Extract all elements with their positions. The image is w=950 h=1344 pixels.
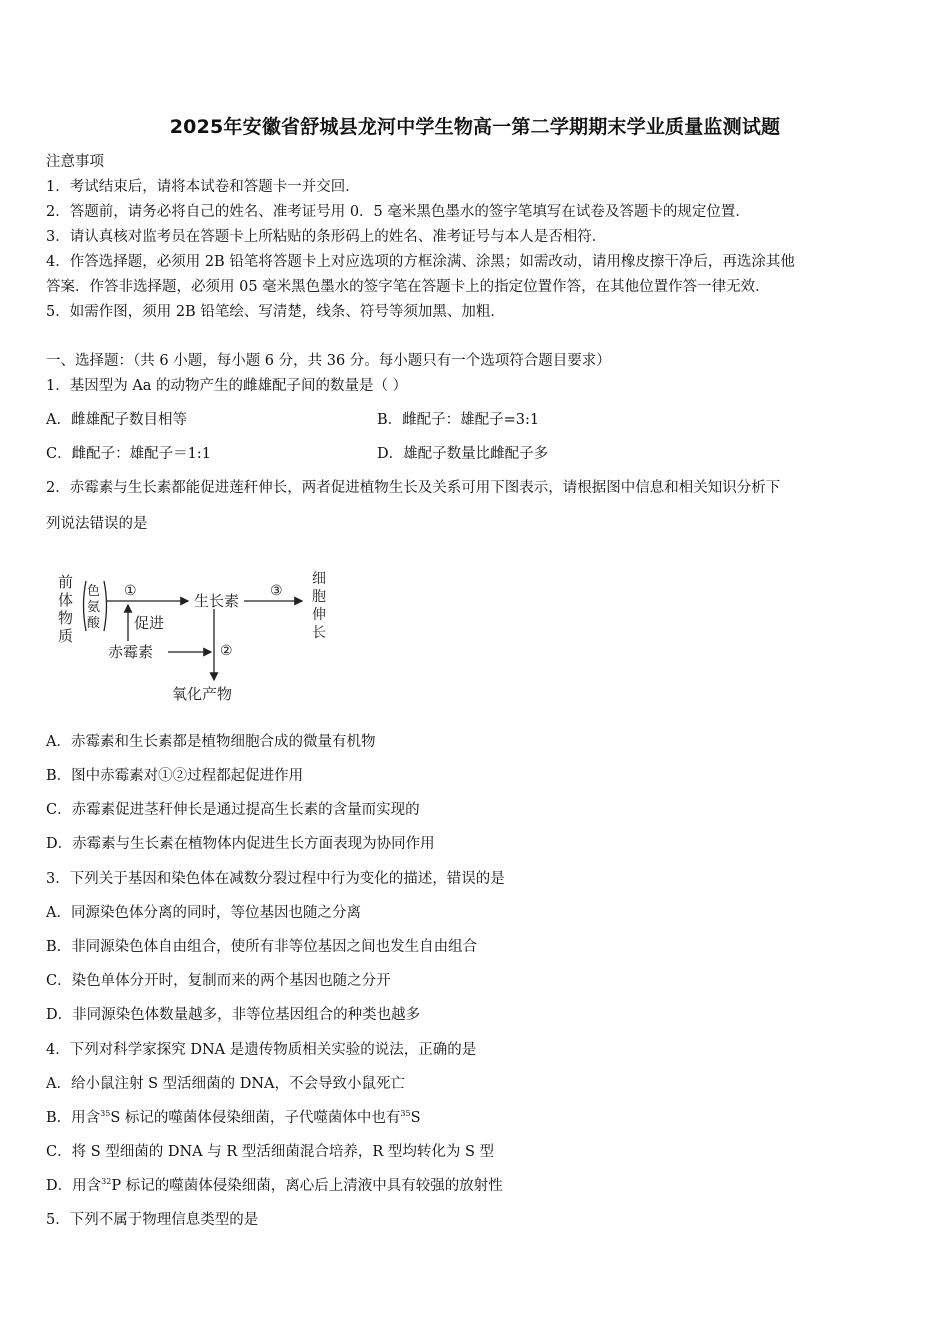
question-1-stem: 1．基因型为 Aa 的动物产生的雌雄配子间的数量是（ ） [46,378,408,394]
option-d-end: P 标记的噬菌体侵染细菌，离心后上清液中具有较强的放射性 [111,1178,503,1194]
diagram-precursor-char: 物 [58,609,74,627]
question-2-option-c: C．赤霉素促进茎秆伸长是通过提高生长素的含量而实现的 [46,802,420,818]
diagram-precursor-char: 体 [58,591,74,609]
question-4-option-b [46,1108,421,1128]
question-4-option-a: A．给小鼠注射 S 型活细菌的 DNA，不会导致小鼠死亡 [46,1076,406,1092]
option-d-prefix: D．用含 [46,1178,102,1194]
section-heading: 一、选择题：（共 6 小题，每小题 6 分，共 36 分。每小题只有一个选项符合题目要求） [46,353,611,369]
diagram-promote-label: 促进 [134,614,165,632]
question-2-stem: 2．赤霉素与生长素都能促进莲秆伸长，两者促进植物生长及关系可用下图表示，请根据图中信息和相关知识分析下 [46,480,781,496]
question-1-option-b: B．雌配子：雄配子=3:1 [377,412,540,428]
diagram-cell-elongation-char: 细 [312,571,326,587]
diagram-step-1: ① [124,583,137,599]
notice-item: 4．作答选择题，必须用 2B 铅笔将答题卡上对应选项的方框涂满、涂黑；如需改动，请用橡皮擦干净后，再选涂其他 [46,254,795,270]
isotope-superscript: 35 [400,1109,411,1119]
diagram-tryptophan-char: 酸 [87,616,101,631]
diagram-precursor-char: 质 [58,627,74,645]
diagram-tryptophan-char: 氨 [87,600,101,615]
question-5-stem: 5．下列不属于物理信息类型的是 [46,1212,259,1228]
diagram-step-3: ③ [270,583,283,599]
exam-title: 2025年安徽省舒城县龙河中学生物高一第二学期期末学业质量监测试题 [169,116,781,138]
question-3-stem: 3．下列关于基因和染色体在减数分裂过程中行为变化的描述，错误的是 [46,871,505,887]
diagram-tryptophan-char: 色 [87,584,101,599]
question-2-option-a: A．赤霉素和生长素都是植物细胞合成的微量有机物 [46,734,376,750]
question-4-option-d [46,1176,503,1196]
question-1-option-a: A．雌雄配子数目相等 [46,412,187,428]
diagram-cell-elongation-char: 伸 [312,607,326,623]
question-2-option-d: D．赤霉素与生长素在植物体内促进生长方面表现为协同作用 [46,836,435,852]
diagram-bracket-right [104,581,107,631]
option-b-middle: S 标记的噬菌体侵染细菌，子代噬菌体中也有 [110,1110,401,1126]
question-1-option-c: C．雌配子：雄配子＝1:1 [46,446,211,462]
notice-item: 2．答题前，请务必将自己的姓名、准考证号用 0．5 毫米黑色墨水的签字笔填写在试卷及答题卡的规定位置． [46,204,750,220]
notice-item: 3．请认真核对监考员在答题卡上所粘贴的条形码上的姓名、准考证号与本人是否相符． [46,229,607,245]
option-b-prefix: B．用含 [46,1110,101,1126]
question-2-option-b: B．图中赤霉素对①②过程都起促进作用 [46,768,304,784]
question-4-option-c: C．将 S 型细菌的 DNA 与 R 型活细菌混合培养，R 型均转化为 S 型 [46,1144,495,1160]
diagram-oxidation-label: 氧化产物 [172,685,233,703]
notice-heading: 注意事项 [46,154,104,170]
option-b-end: S [410,1110,421,1126]
diagram-precursor-char: 前 [58,573,74,591]
diagram-auxin-label: 生长素 [194,592,240,610]
diagram-bracket-left [84,581,87,631]
gibberellin-auxin-diagram [56,565,346,715]
question-1-option-d: D．雄配子数量比雌配子多 [377,446,549,462]
diagram-gibberellin-label: 赤霉素 [108,643,154,661]
diagram-step-2: ② [220,643,233,659]
question-3-option-d: D．非同源染色体数量越多，非等位基因组合的种类也越多 [46,1007,421,1023]
question-3-option-b: B．非同源染色体自由组合，使所有非等位基因之间也发生自由组合 [46,939,478,955]
diagram-cell-elongation-char: 胞 [312,589,326,605]
question-4-stem: 4．下列对科学家探究 DNA 是遗传物质相关实验的说法，正确的是 [46,1042,477,1058]
question-2-stem-continued: 列说法错误的是 [46,516,148,532]
notice-item: 1．考试结束后，请将本试卷和答题卡一并交回． [46,179,360,195]
question-3-option-c: C．染色单体分开时，复制而来的两个基因也随之分开 [46,973,391,989]
isotope-superscript: 32 [101,1177,112,1187]
notice-item: 5．如需作图，须用 2B 铅笔绘、写清楚，线条、符号等须加黑、加粗． [46,304,505,320]
isotope-superscript: 35 [100,1109,111,1119]
question-3-option-a: A．同源染色体分离的同时，等位基因也随之分离 [46,905,361,921]
notice-item: 答案．作答非选择题，必须用 05 毫米黑色墨水的签字笔在答题卡上的指定位置作答，在其他位置作答一律无效． [46,279,770,295]
diagram-cell-elongation-char: 长 [312,625,326,641]
